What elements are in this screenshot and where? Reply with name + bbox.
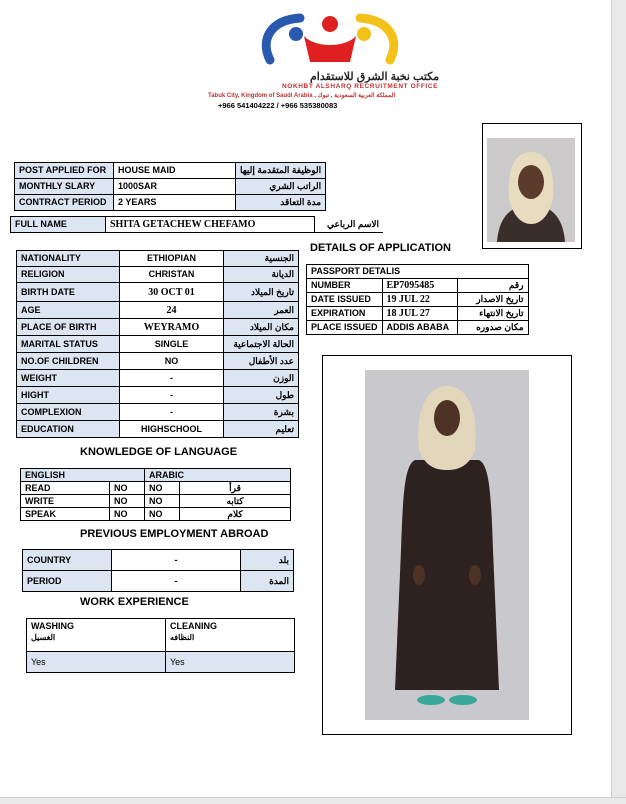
employment-label: PERIOD xyxy=(23,571,112,592)
work-value: Yes xyxy=(166,652,295,673)
personal-label: PLACE OF BIRTH xyxy=(17,319,120,336)
agency-arabic-name: مكتب نخبة الشرق للاستقدام xyxy=(310,71,440,83)
table-row xyxy=(15,195,326,211)
passport-label-ar: رقم xyxy=(457,279,528,293)
passport-label: EXPIRATION xyxy=(307,307,383,321)
personal-label-ar: العمر xyxy=(224,302,299,319)
personal-value: HIGHSCHOOL xyxy=(120,421,224,438)
full-body-photo xyxy=(322,355,572,735)
table-row xyxy=(27,652,295,673)
passport-label-ar: تاريخ الاصدار xyxy=(457,293,528,307)
personal-label-ar: تاريخ الميلاد xyxy=(224,283,299,302)
job-label: MONTHLY SLARY xyxy=(15,179,114,195)
personal-value: - xyxy=(120,370,224,387)
passport-value: 19 JUL 22 xyxy=(382,293,457,307)
language-arabic-value: NO xyxy=(145,508,180,521)
work-label: CLEANING xyxy=(170,621,217,631)
personal-value: - xyxy=(120,404,224,421)
personal-label-ar: الديانة xyxy=(224,267,299,283)
language-english-value: NO xyxy=(110,482,145,495)
language-skill-ar: قرأ xyxy=(180,482,291,495)
passport-title: PASSPORT DETALIS xyxy=(307,265,529,279)
job-label-ar: الراتب الشري xyxy=(236,179,326,195)
language-title: KNOWLEDGE OF LANGUAGE xyxy=(80,446,238,458)
personal-value: 24 xyxy=(120,302,224,319)
personal-label: HIGHT xyxy=(17,387,120,404)
personal-label-ar: الحالة الاجتماعية xyxy=(224,336,299,353)
employment-value: - xyxy=(112,550,241,571)
table-row xyxy=(17,336,299,353)
personal-value: - xyxy=(120,387,224,404)
personal-label: COMPLEXION xyxy=(17,404,120,421)
personal-label: NO.OF CHILDREN xyxy=(17,353,120,370)
window-right-edge xyxy=(611,0,626,804)
full-name-table xyxy=(10,216,383,233)
work-column xyxy=(166,619,295,652)
passport-label-ar: مكان صدوره xyxy=(457,321,528,335)
personal-label: WEIGHT xyxy=(17,370,120,387)
table-row xyxy=(307,293,529,307)
full-name-label-ar: الاسم الرباعي xyxy=(315,217,384,233)
table-row xyxy=(17,353,299,370)
language-skill-ar: كلام xyxy=(180,508,291,521)
language-skill-ar: كتابه xyxy=(180,495,291,508)
window-bottom-edge xyxy=(0,797,626,804)
language-skill: SPEAK xyxy=(21,508,110,521)
personal-value: NO xyxy=(120,353,224,370)
work-label-ar: النظافه xyxy=(170,633,195,642)
table-row xyxy=(21,508,291,521)
language-header-english: ENGLISH xyxy=(21,469,145,482)
job-label-ar: مدة التعاقد xyxy=(236,195,326,211)
employment-table xyxy=(22,549,294,592)
employment-label-ar: المدة xyxy=(241,571,294,592)
table-row xyxy=(307,321,529,335)
table-row xyxy=(23,550,294,571)
job-table xyxy=(14,162,326,211)
table-row xyxy=(11,217,384,233)
full-body-figure-icon xyxy=(365,370,529,720)
personal-label: EDUCATION xyxy=(17,421,120,438)
agency-logo xyxy=(200,10,460,110)
passport-table xyxy=(306,264,529,335)
personal-value: CHRISTAN xyxy=(120,267,224,283)
details-title: DETAILS OF APPLICATION xyxy=(310,242,451,254)
language-english-value: NO xyxy=(110,508,145,521)
table-row xyxy=(17,387,299,404)
passport-value: ADDIS ABABA xyxy=(382,321,457,335)
personal-label-ar: الوزن xyxy=(224,370,299,387)
language-arabic-value: NO xyxy=(145,482,180,495)
employment-title: PREVIOUS EMPLOYMENT ABROAD xyxy=(80,528,269,540)
personal-value: ETHIOPIAN xyxy=(120,251,224,267)
work-label-ar: الغسيل xyxy=(31,633,56,642)
logo-figures-icon xyxy=(200,10,460,72)
job-label: POST APPLIED FOR xyxy=(15,163,114,179)
passport-label: DATE ISSUED xyxy=(307,293,383,307)
table-row xyxy=(15,163,326,179)
personal-label-ar: مكان الميلاد xyxy=(224,319,299,336)
work-value: Yes xyxy=(27,652,166,673)
passport-value: EP7095485 xyxy=(382,279,457,293)
table-row xyxy=(17,404,299,421)
work-label: WASHING xyxy=(31,621,75,631)
personal-value: 30 OCT 01 xyxy=(120,283,224,302)
table-row xyxy=(307,307,529,321)
full-name-value: SHITA GETACHEW CHEFAMO xyxy=(106,217,315,233)
table-row xyxy=(17,302,299,319)
job-value: 2 YEARS xyxy=(114,195,236,211)
employment-value: - xyxy=(112,571,241,592)
personal-label: RELIGION xyxy=(17,267,120,283)
personal-table xyxy=(16,250,299,438)
table-row xyxy=(21,495,291,508)
language-skill: WRITE xyxy=(21,495,110,508)
work-column xyxy=(27,619,166,652)
passport-value: 18 JUL 27 xyxy=(382,307,457,321)
personal-label-ar: طول xyxy=(224,387,299,404)
personal-label: NATIONALITY xyxy=(17,251,120,267)
job-label: CONTRACT PERIOD xyxy=(15,195,114,211)
work-title: WORK EXPERIENCE xyxy=(80,596,189,608)
table-row xyxy=(17,251,299,267)
table-row xyxy=(17,283,299,302)
table-row xyxy=(23,571,294,592)
portrait-figure-icon xyxy=(487,138,575,242)
language-english-value: NO xyxy=(110,495,145,508)
language-table xyxy=(20,468,291,521)
table-row xyxy=(21,469,291,482)
portrait-photo xyxy=(482,123,582,249)
table-row xyxy=(17,319,299,336)
personal-label-ar: تعليم xyxy=(224,421,299,438)
job-value: HOUSE MAID xyxy=(114,163,236,179)
agency-phones: +966 541404222 / +966 535380083 xyxy=(218,101,338,110)
employment-label-ar: بلد xyxy=(241,550,294,571)
full-name-label: FULL NAME xyxy=(11,217,106,233)
passport-label: PLACE ISSUED xyxy=(307,321,383,335)
personal-label: AGE xyxy=(17,302,120,319)
work-table xyxy=(26,618,295,673)
table-row xyxy=(17,267,299,283)
personal-label-ar: عدد الأطفال xyxy=(224,353,299,370)
language-arabic-value: NO xyxy=(145,495,180,508)
employment-label: COUNTRY xyxy=(23,550,112,571)
table-row xyxy=(17,370,299,387)
table-row xyxy=(307,279,529,293)
table-row xyxy=(17,421,299,438)
passport-label: NUMBER xyxy=(307,279,383,293)
personal-value: WEYRAMO xyxy=(120,319,224,336)
table-row xyxy=(307,265,529,279)
table-row xyxy=(27,619,295,652)
personal-label: MARITAL STATUS xyxy=(17,336,120,353)
personal-label-ar: بشرة xyxy=(224,404,299,421)
personal-label-ar: الجنسية xyxy=(224,251,299,267)
agency-english-name: NOKHBT ALSHARQ RECRUITMENT OFFICE xyxy=(282,83,439,90)
passport-label-ar: تاريخ الانتهاء xyxy=(457,307,528,321)
table-row xyxy=(15,179,326,195)
job-label-ar: الوظيفة المتقدمة إليها xyxy=(236,163,326,179)
table-row xyxy=(21,482,291,495)
personal-label: BIRTH DATE xyxy=(17,283,120,302)
language-skill: READ xyxy=(21,482,110,495)
language-header-arabic: ARABIC xyxy=(145,469,291,482)
agency-location: Tabuk City, Kingdom of Saudi Arabia , المملكة العربية السعودية , تبوك xyxy=(208,93,396,99)
personal-value: SINGLE xyxy=(120,336,224,353)
job-value: 1000SAR xyxy=(114,179,236,195)
